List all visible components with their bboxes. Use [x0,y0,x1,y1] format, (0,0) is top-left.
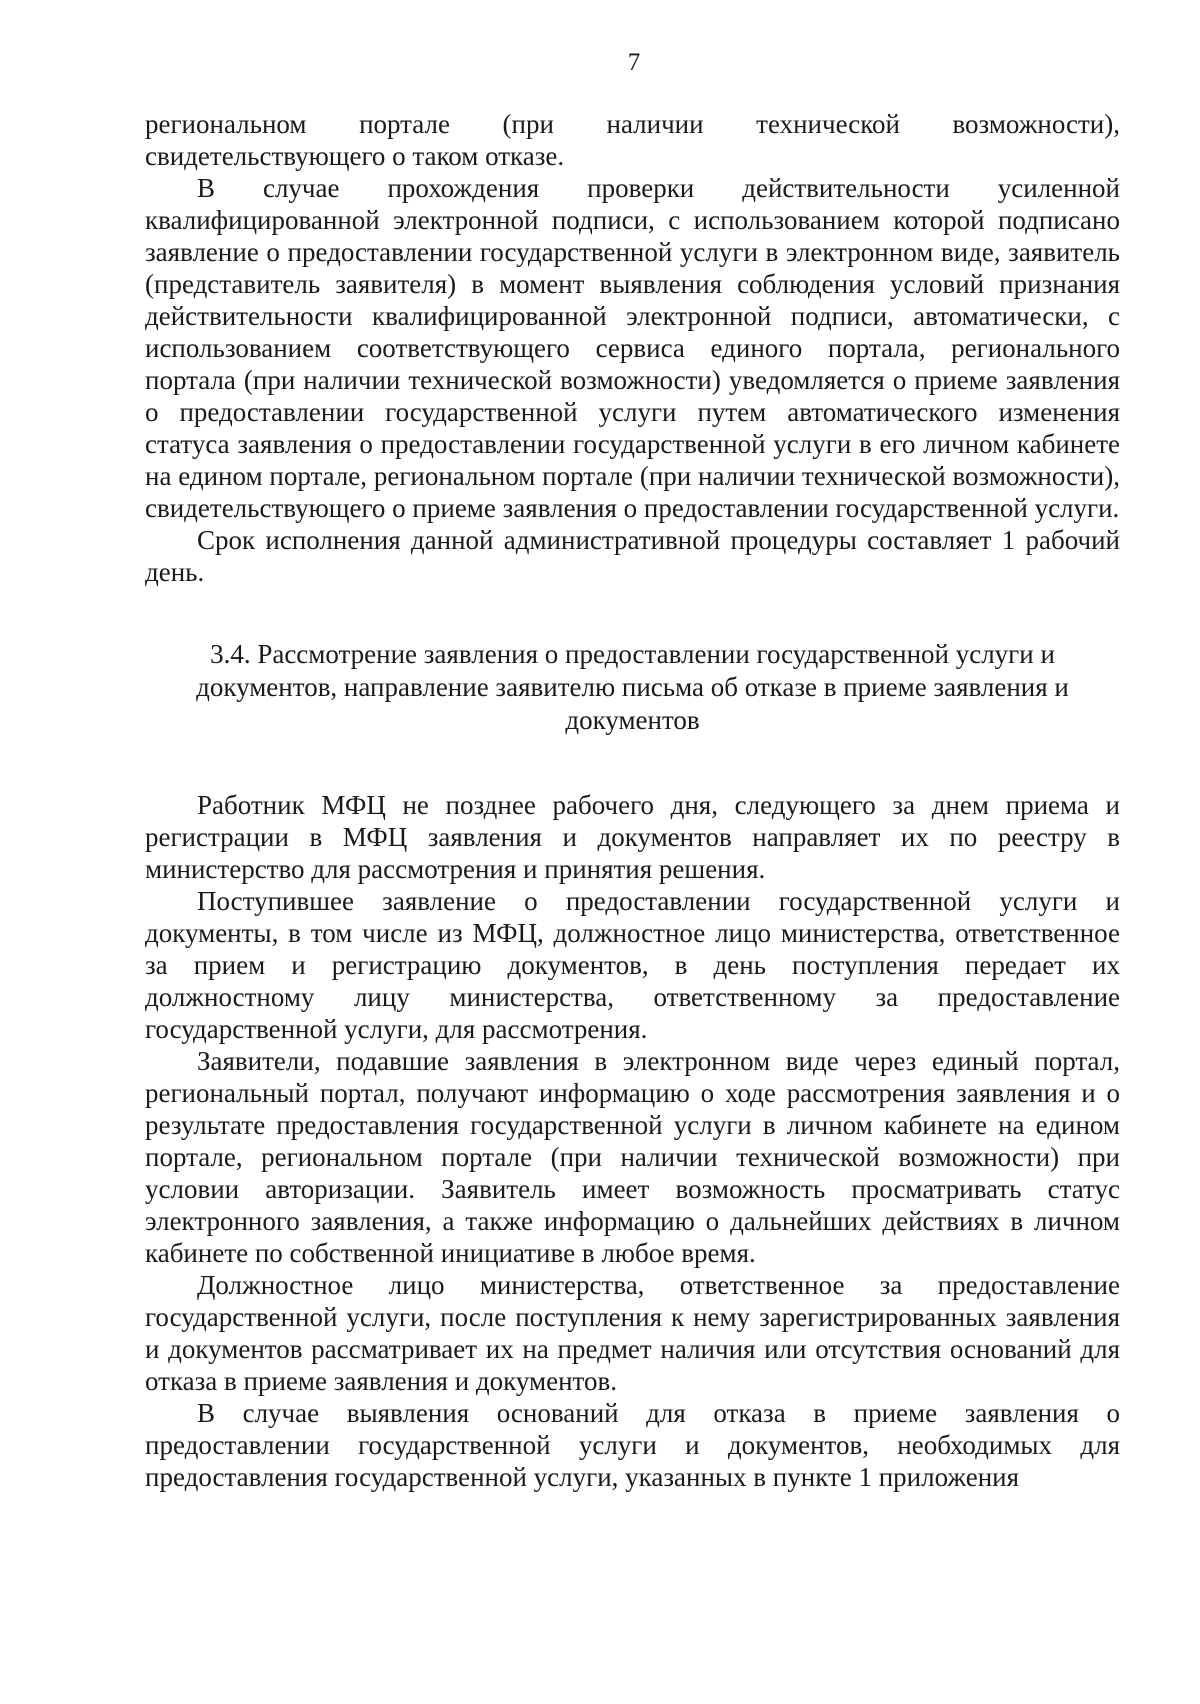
paragraph-incoming-application: Поступившее заявление о предоставлении государственной услуги и документы, в том числе из МФЦ, должностное лицо министерства, ответственное за прием и регистрацию документов, в день поступления передает их должностному лицу министерства, ответственному за предоставление государственной услуги, для рассмотрения. [145,886,1120,1044]
document-body [145,108,1120,1493]
paragraph-refusal-grounds: В случае выявления оснований для отказа в приеме заявления о предоставлении государственной услуги и документов, необходимых для предоставления государственной услуги, указанных в пункте 1 приложения [145,1398,1120,1492]
paragraph-electronic-applicants: Заявители, подавшие заявления в электронном виде через единый портал, региональный портал, получают информацию о ходе рассмотрения заявления и о результате предоставления государственной услуги в личном кабинете на едином портале, региональном портале (при наличии технической возможности) при условии авторизации. Заявитель имеет возможность просматривать статус электронного заявления, а также информацию о дальнейших действиях в личном кабинете по собственной инициативе в любое время. [145,1046,1120,1268]
paragraph-signature-check: В случае прохождения проверки действительности усиленной квалифицированной электронной подписи, с использованием которой подписано заявление о предоставлении государственной услуги в электронном виде, заявитель (представитель заявителя) в момент выявления соблюдения условий признания действительности квалифицированной электронной подписи, автоматически, с использованием соответствующего сервиса единого портала, регионального портала (при наличии технической возможности) уведомляется о приеме заявления о предоставлении государственной услуги путем автоматического изменения статуса заявления о предоставлении государственной услуги в его личном кабинете на едином портале, региональном портале (при наличии технической возможности), свидетельствующего о приеме заявления о предоставлении государственной услуги. [145,173,1120,523]
section-heading: 3.4. Рассмотрение заявления о предоставлении государственной услуги и документов, направление заявителю письма об отказе в приеме заявления и документов [196,639,1069,735]
paragraph-mfc-worker: Работник МФЦ не позднее рабочего дня, следующего за днем приема и регистрации в МФЦ заявления и документов направляет их по реестру в министерство для рассмотрения и принятия решения. [145,790,1120,884]
paragraph-deadline: Срок исполнения данной административной процедуры составляет 1 рабочий день. [145,525,1120,587]
paragraph-continuation: региональном портале (при наличии технической возможности), свидетельствующего о таком отказе. [145,109,1120,171]
paragraph-official-review: Должностное лицо министерства, ответственное за предоставление государственной услуги, после поступления к нему зарегистрированных заявления и документов рассматривает их на предмет наличия или отсутствия оснований для отказа в приеме заявления и документов. [145,1270,1120,1396]
page-number: 7 [627,49,641,76]
